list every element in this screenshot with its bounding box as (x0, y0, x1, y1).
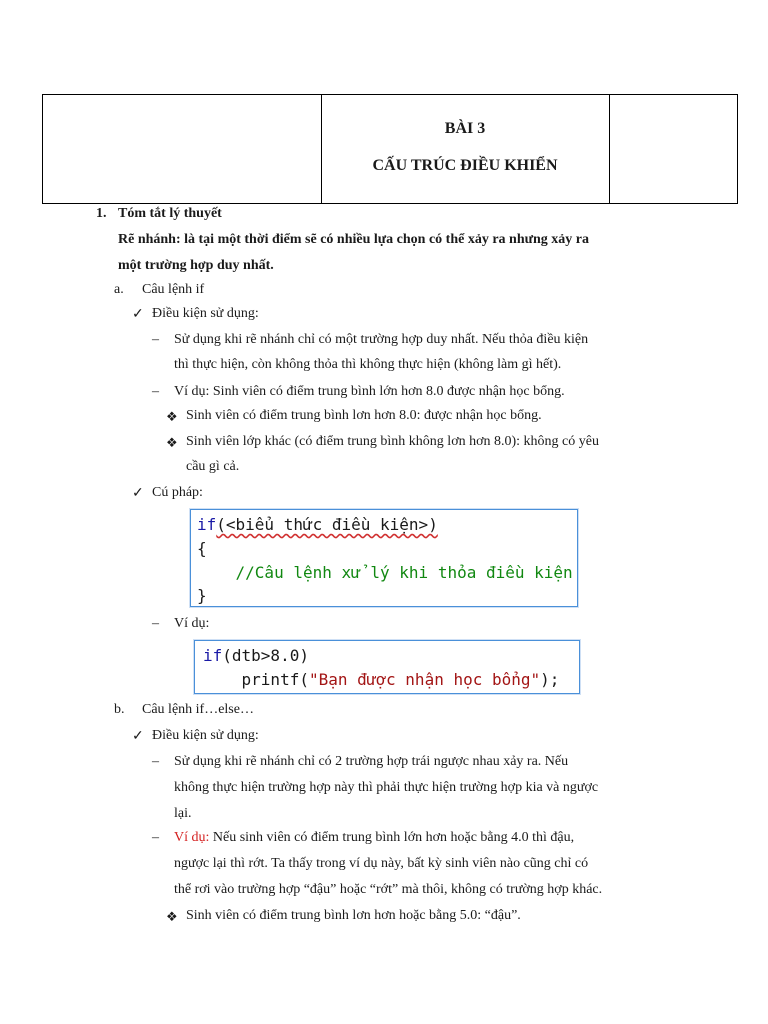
part-a-condition-label: Điều kiện sử dụng: (152, 306, 259, 321)
part-b-condition-label: Điều kiện sử dụng: (152, 728, 259, 743)
example-code-line-1 (203, 644, 309, 668)
part-b-bullet-2-text: Nếu sinh viên có điểm trung bình lớn hơn hoặc bằng 4.0 thì đậu, (209, 830, 575, 845)
part-b-bullet-1-line-2: không thực hiện trường hợp này thì phải thực hiện trường hợp kia và ngược (174, 780, 599, 795)
part-b-letter: b. (114, 702, 125, 717)
if-keyword: if (203, 646, 223, 665)
dash-icon: – (152, 754, 159, 769)
diamond-bullet-icon: ❖ (166, 409, 178, 424)
diamond-bullet-icon: ❖ (166, 435, 178, 450)
section-number: 1. (96, 206, 107, 221)
if-keyword: if (197, 515, 217, 534)
part-a-sub-1: Sinh viên có điểm trung bình lơn hơn 8.0: được nhận học bổng. (186, 408, 542, 423)
check-icon: ✓ (132, 486, 144, 501)
check-icon: ✓ (132, 307, 144, 322)
part-b-sub-1: Sinh viên có điểm trung bình lơn hơn hoặc bằng 5.0: “đậu”. (186, 908, 521, 923)
syntax-label: Cú pháp: (152, 485, 203, 500)
example-code-line-2 (203, 668, 559, 692)
dash-icon: – (152, 384, 159, 399)
part-b-bullet-1-line-3: lại. (174, 806, 192, 821)
example-label-red: Ví dụ: (174, 830, 210, 845)
part-a-letter: a. (114, 282, 124, 297)
part-b-title: Câu lệnh if…else… (142, 702, 254, 717)
syntax-code-line-2: { (197, 539, 207, 558)
example-code-block (194, 640, 580, 694)
part-b-bullet-2-line-1 (174, 830, 574, 846)
check-icon: ✓ (132, 729, 144, 744)
printf-string: "Bạn được nhận học bổng" (308, 670, 541, 689)
dash-icon: – (152, 616, 159, 631)
part-b-bullet-1-line-1: Sử dụng khi rẽ nhánh chỉ có 2 trường hợp trái ngược nhau xảy ra. Nếu (174, 754, 569, 769)
printf-call: printf( (203, 670, 309, 689)
definition-line-1: Rẽ nhánh: là tại một thời điểm sẽ có nhiều lựa chọn có thể xảy ra nhưng xảy ra (118, 232, 590, 247)
section-heading: Tóm tắt lý thuyết (118, 206, 222, 221)
part-a-bullet-1-line-1: Sử dụng khi rẽ nhánh chỉ có một trường hợp duy nhất. Nếu thỏa điều kiện (174, 332, 589, 347)
syntax-code-line-4: } (197, 586, 207, 605)
part-a-sub-2-line-2: cầu gì cả. (186, 459, 240, 474)
header-divider-2 (609, 95, 610, 203)
dash-icon: – (152, 332, 159, 347)
part-a-bullet-2: Ví dụ: Sinh viên có điểm trung bình lớn hơn 8.0 được nhận học bổng. (174, 384, 565, 399)
diamond-bullet-icon: ❖ (166, 909, 178, 924)
lesson-title: CẤU TRÚC ĐIỀU KHIỂN (372, 157, 558, 174)
example-condition: (dtb>8.0) (222, 646, 309, 665)
part-b-bullet-2-line-3: thể rơi vào trường hợp “đậu” hoặc “rớt” mà thôi, không có trường hợp khác. (174, 882, 603, 897)
part-a-title: Câu lệnh if (142, 282, 205, 297)
syntax-code-line-1 (197, 513, 438, 537)
syntax-code-comment: //Câu lệnh xử lý khi thỏa điều kiện (197, 563, 573, 582)
syntax-code-block (190, 509, 578, 607)
header-divider-1 (321, 95, 322, 203)
example-label: Ví dụ: (174, 616, 210, 631)
dash-icon: – (152, 830, 159, 845)
part-a-bullet-1-line-2: thì thực hiện, còn không thỏa thì không thực hiện (không làm gì hết). (174, 357, 562, 372)
part-a-sub-2-line-1: Sinh viên lớp khác (có điểm trung bình không lơn hơn 8.0): không có yêu (186, 434, 599, 449)
definition-line-2: một trường hợp duy nhất. (118, 258, 274, 273)
header-table (42, 94, 738, 204)
condition-expression: (<biểu thức điều kiện>) (216, 515, 438, 534)
part-b-bullet-2-line-2: ngược lại thì rớt. Ta thấy trong ví dụ này, bất kỳ sinh viên nào cũng chỉ có (174, 856, 589, 871)
lesson-number: BÀI 3 (444, 120, 486, 137)
printf-close: ); (540, 670, 560, 689)
